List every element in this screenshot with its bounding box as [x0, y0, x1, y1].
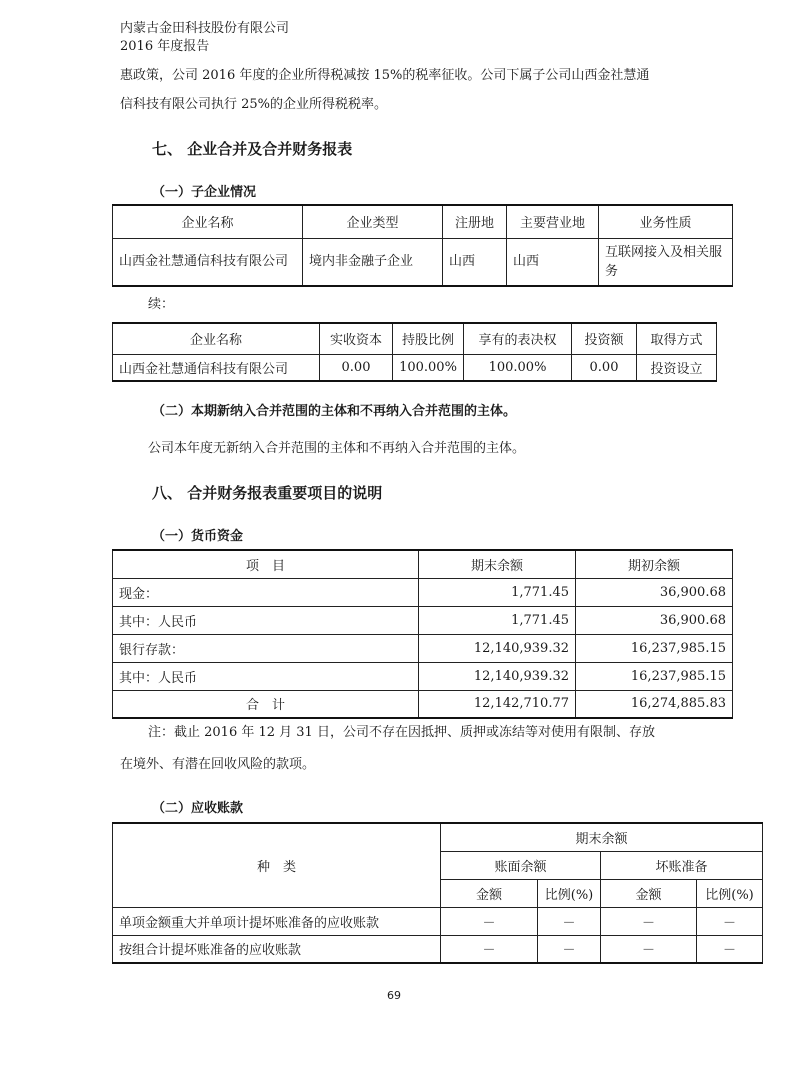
- recv-row2-c3: －: [601, 935, 697, 963]
- th-name: 企业名称: [113, 205, 303, 238]
- recv-row1-label: 单项金额重大并单项计提坏账准备的应收账款: [113, 907, 441, 935]
- bank-row-label: 银行存款：: [113, 634, 419, 662]
- intro-line-1: 惠政策，公司 2016 年度的企业所得税减按 15%的税率征收。公司下属子公司山西金社慧通: [120, 68, 650, 83]
- recv-row1-c2: －: [538, 907, 601, 935]
- th2-vote: 享有的表决权: [464, 323, 572, 354]
- total-end: 12,142,710.77: [419, 690, 576, 718]
- subsidiary-capital-table: [112, 322, 717, 382]
- cell-type: 境内非金融子企业: [303, 238, 443, 286]
- header-company: 内蒙古金田科技股份有限公司: [120, 21, 290, 36]
- th4-bad-ratio: 比例(%): [697, 879, 763, 907]
- cell2-vote: 100.00%: [464, 354, 572, 381]
- cash-note-line-2: 在境外、有潜在回收风险的款项。: [120, 757, 316, 772]
- th4-book: 账面余额: [441, 851, 601, 879]
- th3-item: 项 目: [113, 550, 419, 578]
- section-8-title: 八、 合并财务报表重要项目的说明: [152, 484, 383, 502]
- cell2-invest: 0.00: [572, 354, 637, 381]
- th-place: 主要营业地: [507, 205, 599, 238]
- receivables-table: [112, 822, 763, 964]
- recv-row2-c2: －: [538, 935, 601, 963]
- cell-place: 山西: [507, 238, 599, 286]
- section-8-sub2: （二）应收账款: [152, 801, 244, 816]
- cash-rmb-label: 其中：人民币: [113, 606, 419, 634]
- bank-rmb-end: 12,140,939.32: [419, 662, 576, 690]
- page-number: 69: [387, 989, 401, 1002]
- cell-reg: 山西: [443, 238, 507, 286]
- subsidiary-table: [112, 204, 733, 287]
- th2-capital: 实收资本: [320, 323, 393, 354]
- th2-share: 持股比例: [393, 323, 464, 354]
- bank-rmb-begin: 16,237,985.15: [576, 662, 733, 690]
- th-type: 企业类型: [303, 205, 443, 238]
- th-reg: 注册地: [443, 205, 507, 238]
- continued-label: 续：: [148, 297, 175, 312]
- cell2-capital: 0.00: [320, 354, 393, 381]
- cash-row-end: 1,771.45: [419, 578, 576, 606]
- recv-row1-c4: －: [697, 907, 763, 935]
- th3-begin: 期初余额: [576, 550, 733, 578]
- cash-note-line-1: 注：截止 2016 年 12 月 31 日，公司不存在因抵押、质押或冻结等对使用有限制、存放: [148, 725, 655, 740]
- th-nature: 业务性质: [599, 205, 733, 238]
- cell-nature: 互联网接入及相关服务: [599, 238, 733, 286]
- recv-row2-c1: －: [441, 935, 538, 963]
- th2-name: 企业名称: [113, 323, 320, 354]
- recv-row1-c3: －: [601, 907, 697, 935]
- recv-row2-c4: －: [697, 935, 763, 963]
- section-8-sub1: （一）货币资金: [152, 529, 244, 544]
- header-report: 2016 年度报告: [120, 39, 210, 54]
- th2-invest: 投资额: [572, 323, 637, 354]
- section-7-sub2: （二）本期新纳入合并范围的主体和不再纳入合并范围的主体。: [152, 404, 517, 419]
- section-7-sub1: （一）子企业情况: [152, 185, 257, 200]
- th4-kind: 种 类: [113, 823, 441, 907]
- cash-row-label: 现金：: [113, 578, 419, 606]
- section-7-sub2-text: 公司本年度无新纳入合并范围的主体和不再纳入合并范围的主体。: [148, 441, 526, 456]
- th4-book-amount: 金额: [441, 879, 538, 907]
- total-begin: 16,274,885.83: [576, 690, 733, 718]
- cash-row-begin: 36,900.68: [576, 578, 733, 606]
- cell2-method: 投资设立: [637, 354, 717, 381]
- cash-rmb-end: 1,771.45: [419, 606, 576, 634]
- recv-row2-label: 按组合计提坏账准备的应收账款: [113, 935, 441, 963]
- bank-rmb-label: 其中：人民币: [113, 662, 419, 690]
- th4-book-ratio: 比例(%): [538, 879, 601, 907]
- total-label: 合 计: [113, 690, 419, 718]
- th4-bad: 坏账准备: [601, 851, 763, 879]
- cell2-name: 山西金社慧通信科技有限公司: [113, 354, 320, 381]
- bank-row-begin: 16,237,985.15: [576, 634, 733, 662]
- th4-bad-amount: 金额: [601, 879, 697, 907]
- cash-rmb-begin: 36,900.68: [576, 606, 733, 634]
- cash-table: [112, 549, 733, 719]
- intro-line-2: 信科技有限公司执行 25%的企业所得税税率。: [120, 97, 388, 112]
- recv-row1-c1: －: [441, 907, 538, 935]
- cell-name: 山西金社慧通信科技有限公司: [113, 238, 303, 286]
- section-7-title: 七、 企业合并及合并财务报表: [152, 140, 353, 158]
- th2-method: 取得方式: [637, 323, 717, 354]
- bank-row-end: 12,140,939.32: [419, 634, 576, 662]
- th4-end: 期末余额: [441, 823, 763, 851]
- cell2-share: 100.00%: [393, 354, 464, 381]
- th3-end: 期末余额: [419, 550, 576, 578]
